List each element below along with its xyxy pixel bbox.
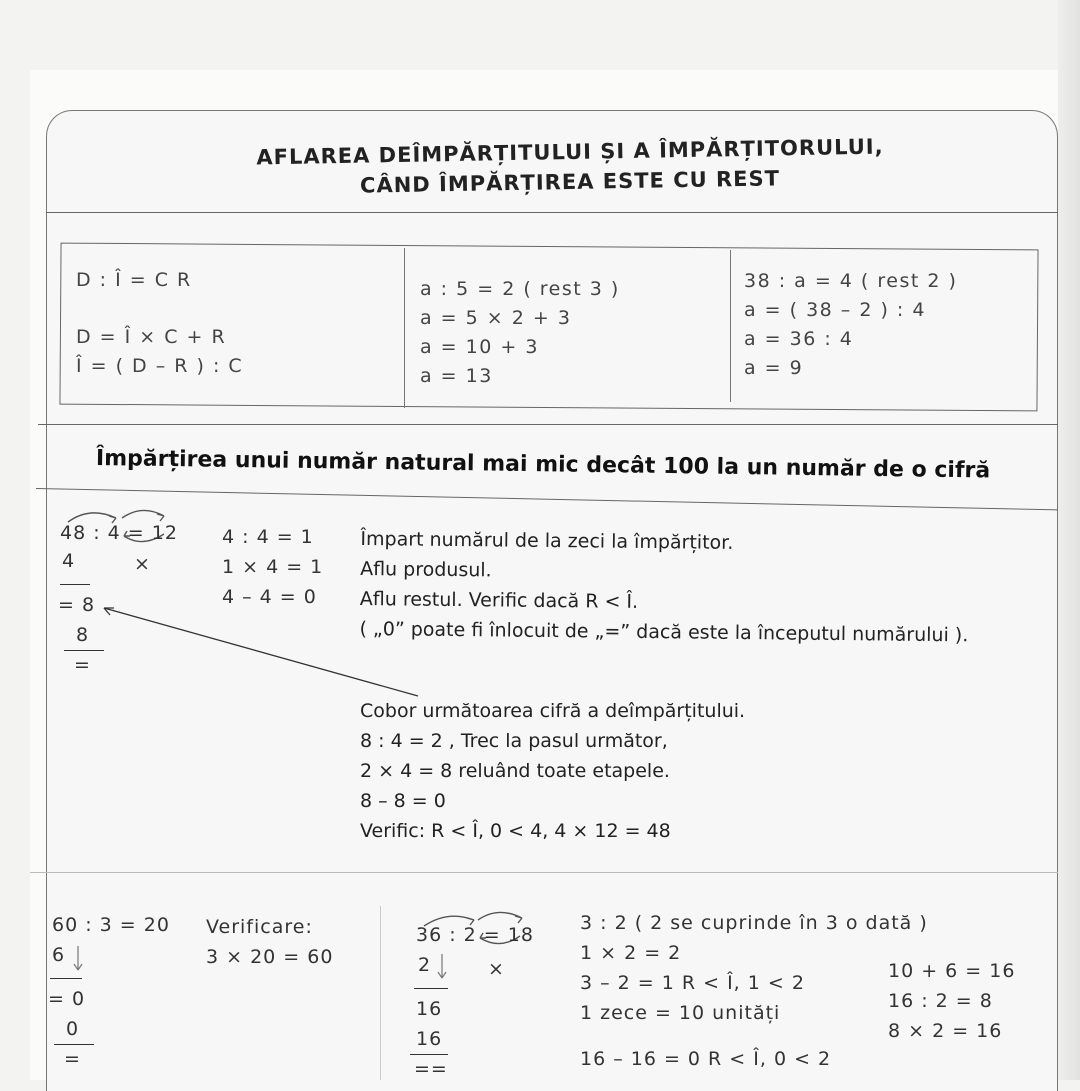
explanation-line: Aflu produsul. bbox=[360, 558, 492, 582]
step-line: 3 – 2 = 1 R < Î, 1 < 2 bbox=[580, 972, 805, 994]
title-line-1: AFLAREA DEÎMPĂRȚITULUI ȘI A ÎMPĂRȚITORULUI, bbox=[256, 134, 884, 170]
down-arrow-icon bbox=[72, 944, 84, 974]
example2-work-line: 6 bbox=[52, 944, 66, 966]
formula-line: a = 5 × 2 + 3 bbox=[420, 307, 572, 329]
step-line: 3 : 2 ( 2 se cuprinde în 3 o dată ) bbox=[580, 912, 928, 934]
example1-explanations bbox=[359, 524, 969, 650]
section-divider-examples bbox=[30, 872, 1058, 873]
formula-rule-3: Î = ( D – R ) : C bbox=[76, 355, 244, 377]
side-line: 8 × 2 = 16 bbox=[888, 1020, 1003, 1042]
example2-work-line: = bbox=[64, 1048, 81, 1070]
book-spine bbox=[1058, 0, 1080, 1080]
title-line-2: CÂND ÎMPĂRȚIREA ESTE CU REST bbox=[359, 166, 781, 198]
example3-work-line: 16 bbox=[416, 1028, 443, 1050]
formula-line: a = 13 bbox=[420, 365, 493, 387]
example2-work-line: 0 bbox=[66, 1018, 80, 1040]
example-divider bbox=[380, 906, 381, 1080]
example3-work-line: 16 bbox=[416, 998, 443, 1020]
formula-line: a = 36 : 4 bbox=[744, 328, 854, 350]
step-line: 4 : 4 = 1 bbox=[222, 526, 314, 548]
example2-check bbox=[206, 912, 333, 972]
formula-col-3 bbox=[744, 267, 957, 383]
formula-line: a : 5 = 2 ( rest 3 ) bbox=[420, 278, 620, 300]
example3-side-calc bbox=[888, 956, 1015, 1046]
step-line: 1 × 2 = 2 bbox=[580, 942, 682, 964]
step-line: 1 × 4 = 1 bbox=[222, 556, 324, 578]
example2-operation: 60 : 3 = 20 bbox=[52, 914, 170, 936]
formula-rule-1: D : Î = C R bbox=[76, 269, 192, 291]
continuation-line: 8 – 8 = 0 bbox=[360, 790, 446, 812]
example1-work-line: = 8 bbox=[58, 594, 96, 616]
section-subtitle: Împărțirea unui număr natural mai mic decât 100 la un număr de o cifră bbox=[95, 446, 991, 484]
example1-times-sign: × bbox=[134, 553, 151, 575]
example1-steps bbox=[222, 522, 323, 612]
subtraction-line bbox=[60, 584, 90, 585]
step-line: 4 – 4 = 0 bbox=[222, 586, 317, 608]
example1-work-line: 4 bbox=[62, 550, 76, 572]
continuation-line: 2 × 4 = 8 reluând toate etapele. bbox=[360, 760, 670, 782]
example3-times-sign: × bbox=[488, 958, 505, 980]
formula-col-1 bbox=[76, 266, 243, 381]
subtraction-line bbox=[414, 988, 448, 989]
step-line: 1 zece = 10 unități bbox=[580, 1002, 781, 1024]
continuation-line: Verific: R < Î, 0 < 4, 4 × 12 = 48 bbox=[360, 820, 671, 842]
title-divider bbox=[46, 212, 1058, 213]
formula-line: a = ( 38 – 2 ) : 4 bbox=[744, 299, 926, 321]
subtraction-line bbox=[50, 978, 82, 979]
formula-col-divider-2 bbox=[730, 250, 731, 402]
check-label: Verificare: bbox=[206, 916, 313, 938]
example3-work-line: 2 bbox=[418, 954, 432, 976]
continuation-line: Cobor următoarea cifră a deîmpărțitului. bbox=[360, 700, 746, 722]
pointer-arrow bbox=[96, 600, 426, 700]
explanation-line: Împart numărul de la zeci la împărțitor. bbox=[360, 528, 734, 554]
side-line: 16 : 2 = 8 bbox=[888, 990, 993, 1012]
formula-col-2 bbox=[420, 275, 620, 391]
example3-work-line: == bbox=[414, 1058, 448, 1080]
example1-continuation bbox=[360, 696, 745, 846]
example3-operation: 36 : 2 = 18 bbox=[416, 924, 534, 946]
continuation-line: 8 : 4 = 2 , Trec la pasul următor, bbox=[360, 730, 668, 752]
formula-col-divider-1 bbox=[404, 248, 405, 408]
formula-line: a = 10 + 3 bbox=[420, 336, 539, 358]
explanation-line: Aflu restul. Verific dacă R < Î. bbox=[359, 587, 639, 613]
formula-line: a = 9 bbox=[744, 357, 804, 379]
formula-line: 38 : a = 4 ( rest 2 ) bbox=[744, 270, 958, 292]
down-arrow-icon bbox=[436, 952, 448, 982]
example1-operation: 48 : 4 = 12 bbox=[60, 522, 178, 544]
check-value: 3 × 20 = 60 bbox=[206, 946, 334, 968]
explanation-line: ( „0” poate fi înlocuit de „=” dacă este la începutul numărului ). bbox=[359, 617, 969, 647]
example1-work-line: = bbox=[74, 654, 91, 676]
formula-rule-2: D = Î × C + R bbox=[76, 326, 227, 348]
example1-work-line: 8 bbox=[76, 624, 90, 646]
example3-final-step: 16 – 16 = 0 R < Î, 0 < 2 bbox=[580, 1048, 832, 1070]
example2-work-line: = 0 bbox=[48, 988, 86, 1010]
example3-steps bbox=[580, 908, 928, 1028]
section-divider-top bbox=[38, 424, 1058, 425]
side-line: 10 + 6 = 16 bbox=[888, 960, 1016, 982]
